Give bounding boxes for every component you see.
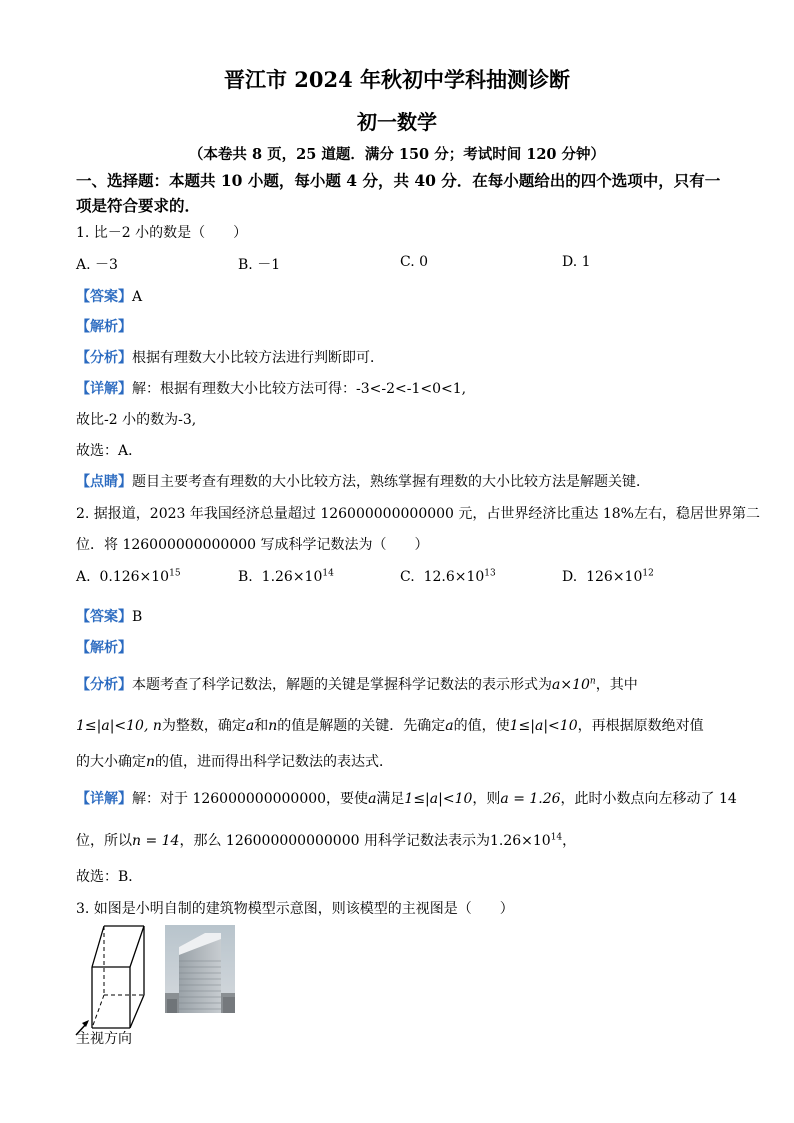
fenxi-tag: 【分析】 <box>76 350 132 366</box>
detail-tag: 【详解】 <box>76 381 132 397</box>
q2-stem-line2: 位．将 126000000000000 写成科学记数法为（ ） <box>76 537 429 553</box>
q2-fenxi-line3 <box>76 751 393 771</box>
model-wireframe-figure <box>74 922 164 1037</box>
edge <box>130 926 144 967</box>
option-label: C. <box>400 569 415 585</box>
q2-fenxi-line2 <box>76 715 704 735</box>
exam-info: （本卷共 8 页，25 道题．满分 150 分；考试时间 120 分钟） <box>188 146 606 163</box>
q2-choose: 故选：B． <box>76 869 143 885</box>
q1-option-d: D. 1 <box>562 254 591 270</box>
q2-analysis <box>76 637 132 657</box>
var-a: a <box>445 718 454 734</box>
option-base: 126×10 <box>586 569 643 585</box>
var-n: n <box>268 718 278 734</box>
text-seg: ，那么 126000000000000 用科学记数法表示为 <box>179 833 490 849</box>
text-seg: 为整数，确定 <box>161 718 246 734</box>
text-seg: 位，所以 <box>76 833 132 849</box>
q2-answer <box>76 606 142 626</box>
q1-option-b: B. －1 <box>238 257 281 273</box>
text-seg: 的大小确定 <box>76 754 146 770</box>
var-a: a <box>368 791 377 807</box>
option-exp: 12 <box>642 568 654 579</box>
fenxi-tail: ，其中 <box>595 677 638 693</box>
q2-option-c <box>400 569 496 585</box>
text-seg: 满足 <box>376 791 405 807</box>
n-value-expr: n = 14 <box>132 833 180 849</box>
point-tag: 【点睛】 <box>76 474 132 490</box>
q2-detail-line2 <box>76 830 576 850</box>
range-expr: 1≤|a|<10 <box>509 718 578 734</box>
var-a: a <box>245 718 255 734</box>
fenxi-exp: n <box>589 676 596 687</box>
answer-value: A <box>132 289 143 305</box>
hidden-edge <box>92 995 104 1028</box>
side-building <box>223 997 235 1013</box>
analysis-tag: 【解析】 <box>76 640 132 656</box>
a-value-expr: a = 1.26 <box>500 791 561 807</box>
answer-tag: 【答案】 <box>76 289 132 305</box>
page-title: 晋江市 2024 年秋初中学科抽测诊断 <box>223 67 571 92</box>
view-arrow-head <box>82 1020 89 1027</box>
q1-option-c: C. 0 <box>400 254 429 270</box>
section-heading-line2: 项是符合要求的． <box>76 196 201 215</box>
range-expr: 1≤|a|<10, n <box>76 718 162 734</box>
text-seg: 的值，进而得出科学记数法的表达式． <box>155 754 394 770</box>
answer-tag: 【答案】 <box>76 609 132 625</box>
q2-fenxi <box>76 674 638 694</box>
option-label: B. <box>238 569 253 585</box>
text-seg: 的值，使 <box>453 718 510 734</box>
q2-option-a <box>76 569 181 585</box>
q1-fenxi <box>76 347 384 367</box>
section-heading-line1: 一、选择题：本题共 10 小题，每小题 4 分，共 40 分．在每小题给出的四个选项中，只有一 <box>76 171 721 190</box>
var-n: n <box>146 754 156 770</box>
q2-option-d <box>562 569 654 585</box>
point-text: 题目主要考查有理数的大小比较方法，熟练掌握有理数的大小比较方法是解题关键． <box>132 474 650 490</box>
option-base: 1.26×10 <box>261 569 323 585</box>
q1-point <box>76 471 650 491</box>
fenxi-text: 本题考查了科学记数法，解题的关键是掌握科学记数法的表示形式为 <box>132 677 552 693</box>
q2-detail <box>76 788 737 808</box>
q3-stem: 3. 如图是小明自制的建筑物模型示意图，则该模型的主视图是（ ） <box>76 901 514 917</box>
sci-base: 1.26×10 <box>489 833 551 849</box>
analysis-tag: 【解析】 <box>76 319 132 335</box>
q1-detail <box>76 378 466 398</box>
side-building <box>167 999 177 1013</box>
text-seg: ，则 <box>472 791 501 807</box>
fenxi-tag: 【分析】 <box>76 677 132 693</box>
text-seg: 和 <box>254 718 269 734</box>
q1-answer <box>76 286 142 306</box>
figure-label-view-direction: 主视方向 <box>76 1031 132 1047</box>
q1-analysis <box>76 316 132 336</box>
option-exp: 13 <box>484 568 496 579</box>
option-label: D. <box>562 569 578 585</box>
edge <box>130 995 144 1028</box>
q1-option-a: A. －3 <box>76 257 118 273</box>
text-seg: ， <box>562 833 577 849</box>
answer-value: B <box>132 609 143 625</box>
option-exp: 15 <box>169 568 181 579</box>
text-seg: ，再根据原数绝对值 <box>577 718 704 734</box>
q2-stem-line1: 2. 据报道，2023 年我国经济总量超过 126000000000000 元，占世界经济比重达 18%左右，稳居世界第二 <box>76 506 760 522</box>
text-seg: ，此时小数点向左移动了 14 <box>560 791 737 807</box>
q1-stem: 1. 比－2 小的数是（ ） <box>76 225 248 241</box>
text-seg: 解：对于 126000000000000，要使 <box>132 791 369 807</box>
option-label: A. <box>76 569 91 585</box>
edge <box>92 926 104 967</box>
option-exp: 14 <box>322 568 334 579</box>
option-base: 0.126×10 <box>99 569 170 585</box>
building-photo <box>165 925 235 1013</box>
q1-choose: 故选：A． <box>76 443 143 459</box>
range-expr: 1≤|a|<10 <box>404 791 473 807</box>
text-seg: 的值是解题的关键．先确定 <box>277 718 446 734</box>
q2-option-b <box>238 569 334 585</box>
page-subtitle: 初一数学 <box>357 110 437 134</box>
fenxi-text: 根据有理数大小比较方法进行判断即可． <box>132 350 384 366</box>
fenxi-expr: a×10 <box>552 677 590 693</box>
sci-exp: 14 <box>550 832 563 843</box>
q1-detail2: 故比-2 小的数为-3, <box>76 412 197 428</box>
detail-text: 解：根据有理数大小比较方法可得：-3<-2<-1<0<1, <box>132 381 467 397</box>
detail-tag: 【详解】 <box>76 791 132 807</box>
option-base: 12.6×10 <box>423 569 485 585</box>
